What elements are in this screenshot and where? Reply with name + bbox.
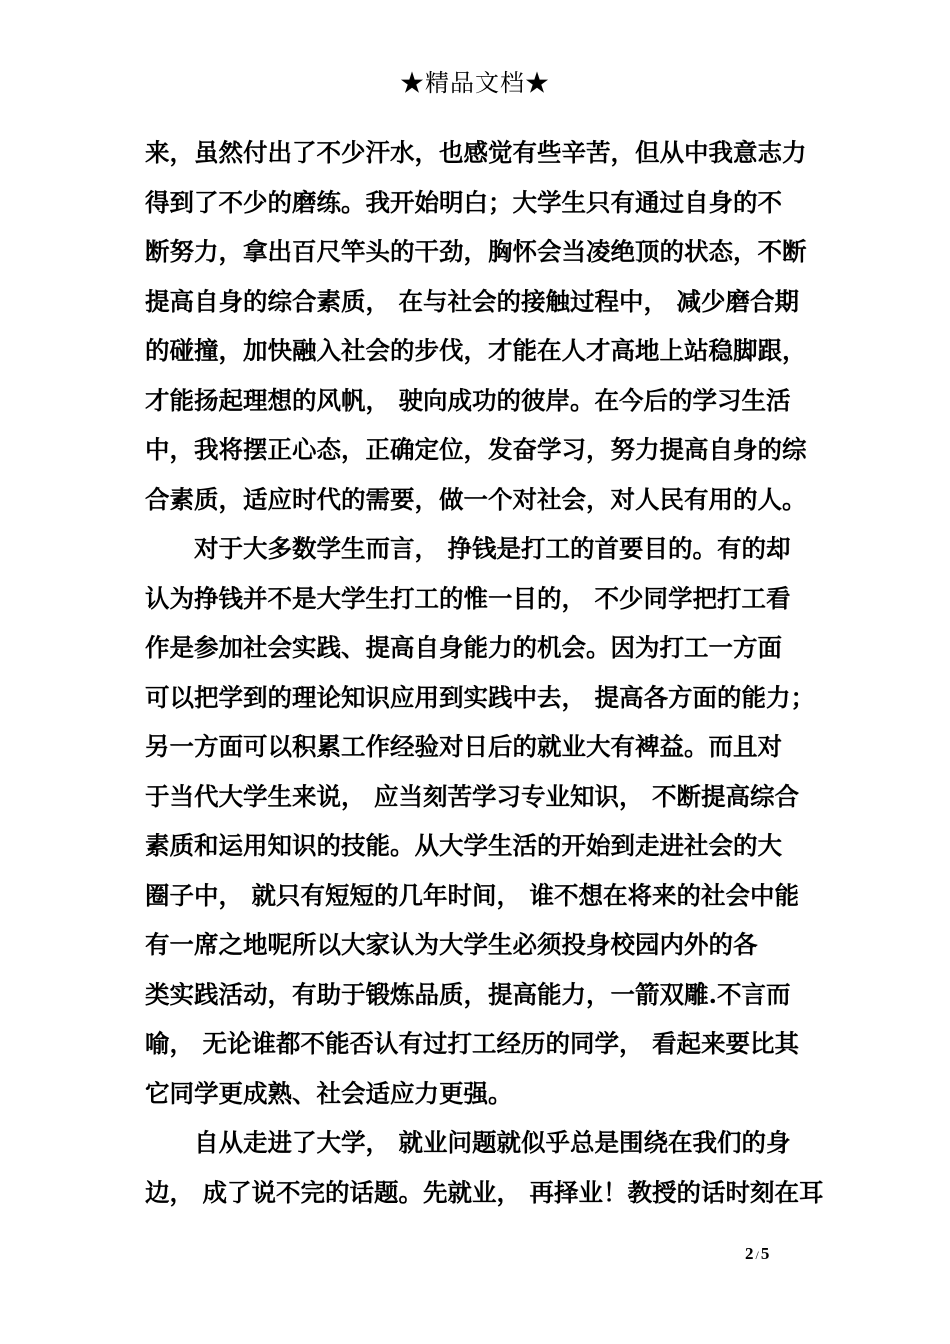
text-line: 喻， 无论谁都不能否认有过打工经历的同学， 看起来要比其 xyxy=(145,1029,800,1058)
text-line: 作是参加社会实践、提高自身能力的机会。因为打工一方面 xyxy=(145,633,782,662)
paragraph-3 xyxy=(145,1118,824,1217)
text-line: 断努力，拿出百尺竿头的干劲，胸怀会当凌绝顶的状态，不断 xyxy=(145,237,807,266)
current-page-number: 2 xyxy=(745,1244,754,1263)
text-line: 自从走进了大学， 就业问题就似乎总是围绕在我们的身 xyxy=(194,1128,791,1157)
text-line: 来，虽然付出了不少汗水，也感觉有些辛苦，但从中我意志力 xyxy=(145,138,807,167)
header-title: ★精品文档★ xyxy=(400,69,550,97)
text-line: 于当代大学生来说， 应当刻苦学习专业知识， 不断提高综合 xyxy=(145,781,800,811)
text-line: 圈子中， 就只有短短的几年时间， 谁不想在将来的社会中能 xyxy=(145,880,800,910)
paragraph-1 xyxy=(145,128,813,524)
text-line: 的碰撞，加快融入社会的步伐，才能在人才高地上站稳脚跟， xyxy=(145,336,807,365)
text-line: 对于大多数学生而言， 挣钱是打工的首要目的。有的却 xyxy=(194,534,791,563)
text-line: 可以把学到的理论知识应用到实践中去， 提高各方面的能力； xyxy=(145,682,816,712)
text-line: 才能扬起理想的风帆， 驶向成功的彼岸。在今后的学习生活 xyxy=(145,385,791,415)
text-line: 中，我将摆正心态，正确定位，发奋学习，努力提高自身的综 xyxy=(145,435,807,464)
total-page-count: 5 xyxy=(760,1244,770,1263)
text-line: 类实践活动，有助于锻炼品质，提高能力，一箭双雕.不言而 xyxy=(145,979,791,1009)
text-line: 边， 成了说不完的话题。先就业， 再择业！教授的话时刻在耳 xyxy=(145,1177,824,1207)
document-body xyxy=(145,128,824,1217)
text-line: 素质和运用知识的技能。从大学生活的开始到走进社会的大 xyxy=(145,831,782,860)
page-header xyxy=(0,66,950,100)
text-line: 认为挣钱并不是大学生打工的惟一目的， 不少同学把打工看 xyxy=(145,583,791,613)
text-line: 提高自身的综合素质， 在与社会的接触过程中， 减少磨合期 xyxy=(145,286,800,316)
paragraph-2 xyxy=(145,524,816,1118)
text-line: 另一方面可以积累工作经验对日后的就业大有裨益。而且对 xyxy=(145,732,782,761)
page-separator: / xyxy=(755,1248,759,1262)
page-number xyxy=(745,1243,769,1266)
text-line: 它同学更成熟、社会适应力更强。 xyxy=(145,1078,513,1108)
text-line: 得到了不少的磨练。我开始明白；大学生只有通过自身的不 xyxy=(145,187,782,217)
text-line: 合素质，适应时代的需要，做一个对社会，对人民有用的人。 xyxy=(145,484,807,514)
text-line: 有一席之地呢所以大家认为大学生必须投身校园内外的各 xyxy=(145,930,758,959)
